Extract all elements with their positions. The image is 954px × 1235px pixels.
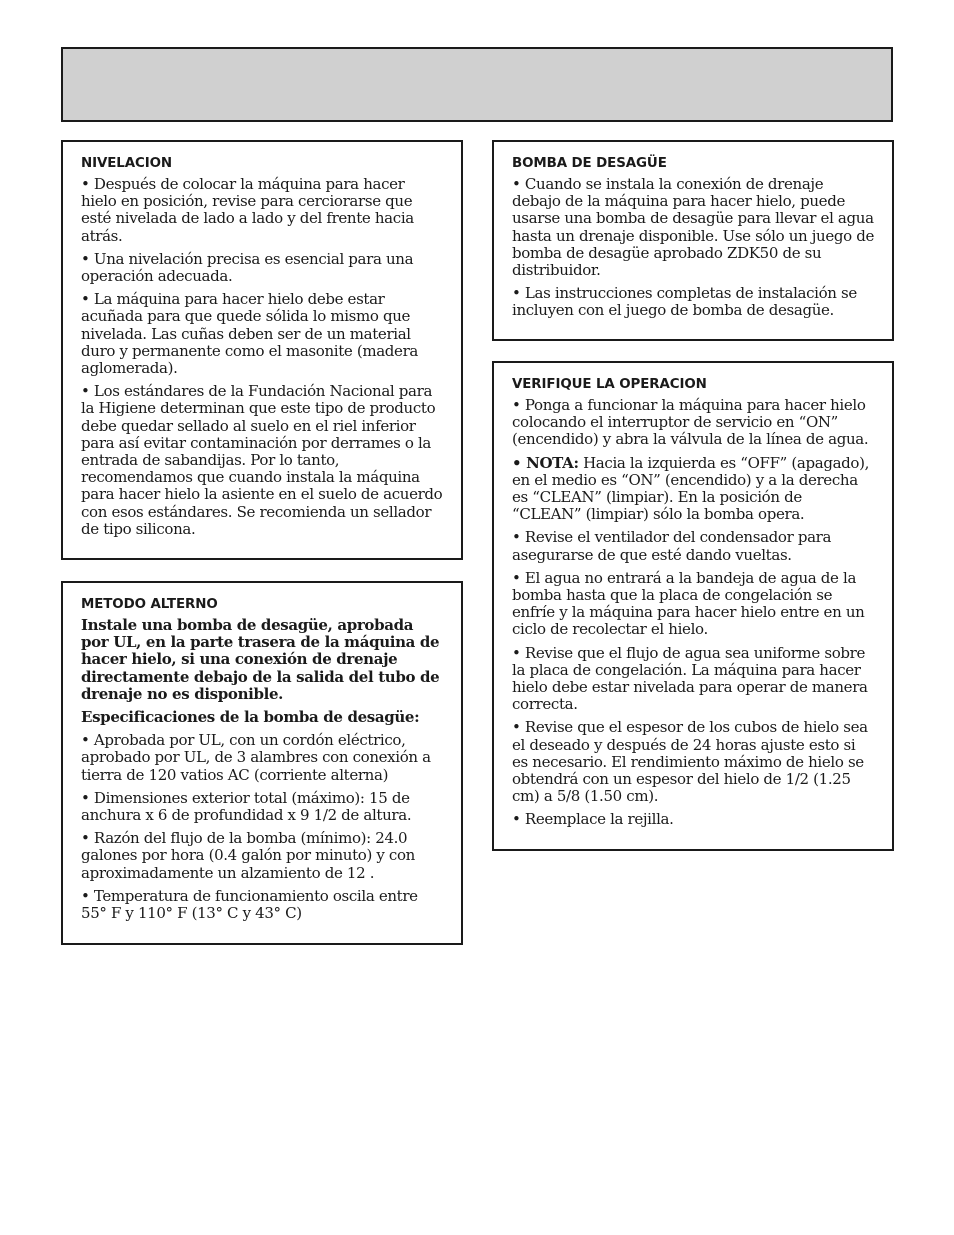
spec-heading: Especificaciones de la bomba de desagüe: <box>81 708 420 727</box>
list-item: • Después de colocar la máquina para hacer hielo en posición, revise para cerciorarse que esté nivelada de lado a lado y del frente hacia atrás. <box>81 175 414 245</box>
list-item: • Dimensiones exterior total (máximo): 15 de anchura x 6 de profundidad x 9 1/2 de altura. <box>81 788 412 825</box>
list-item: • Una nivelación precisa es esencial para una operación adecuada. <box>81 249 414 286</box>
list-item: • Temperatura de funcionamiento oscila entre 55° F y 110° F (13° C y 43° C) <box>81 886 418 923</box>
list-item: • Reemplace la rejilla. <box>512 810 674 829</box>
list-item: • Aprobada por UL, con un cordón eléctrico, aprobado por UL, de 3 alambres con conexión a tierra de 120 vatios AC (corriente alterna) <box>81 731 431 784</box>
list-item: • Ponga a funcionar la máquina para hacer hielo colocando el interruptor de servicio en “ON” (encendido) y abra la válvula de la línea de agua. <box>512 396 869 449</box>
bomba-title: BOMBA DE DESAGÜE <box>512 156 667 171</box>
list-item-nota <box>512 455 875 524</box>
metodo-intro: Instale una bomba de desagüe, aprobada por UL, en la parte trasera de la máquina de hacer hielo, si una conexión de drenaje directamente debajo de la salida del tubo de drenaje no es disponible. <box>81 616 440 703</box>
verifique-operacion-section <box>492 361 894 851</box>
list-item: • La máquina para hacer hielo debe estar acuñada para que quede sólida lo mismo que nivelada. Las cuñas deben ser de un material duro y permanente como el masonite (madera aglomerada). <box>81 290 418 378</box>
bomba-desague-section <box>492 140 894 341</box>
verifique-title: VERIFIQUE LA OPERACION <box>512 377 707 392</box>
list-item: • Revise el ventilador del condensador para asegurarse de que esté dando vueltas. <box>512 528 832 564</box>
metodo-alterno-section <box>61 581 463 945</box>
metodo-title: METODO ALTERNO <box>81 597 218 612</box>
list-item: • Revise que el espesor de los cubos de hielo sea el deseado y después de 24 horas ajuste esto si es necesario. El rendimiento máximo de hielo se obtendrá con un espesor del hielo de 1/2 (1.25 cm) a 5/8 (1.50 cm). <box>512 718 868 806</box>
header-banner <box>61 47 893 122</box>
list-item: • El agua no entrará a la bandeja de agua de la bomba hasta que la placa de congelación se enfríe y la máquina para hacer hielo entre en un ciclo de recolectar el hielo. <box>512 568 865 639</box>
nota-label: • NOTA: <box>512 453 579 472</box>
list-item: • Revise que el flujo de agua sea uniforme sobre la placa de congelación. La máquina para hacer hielo debe estar nivelada para operar de manera correcta. <box>512 643 868 714</box>
list-item: • Las instrucciones completas de instalación se incluyen con el juego de bomba de desagüe. <box>512 284 857 320</box>
list-item: • Los estándares de la Fundación Nacional para la Higiene determinan que este tipo de producto debe quedar sellado al suelo en el riel inferior para así evitar contaminación por derrames o la entrada de sabandijas. Por lo tanto, recomendamos que cuando instala la máquina para hacer hielo la asiente en el suelo de acuerdo con esos estándares. Se recomienda un sellador de tipo silicona. <box>81 382 443 538</box>
list-item: • Razón del flujo de la bomba (mínimo): 24.0 galones por hora (0.4 galón por minuto) y con aproximadamente un alzamiento de 12 . <box>81 829 415 882</box>
nivelacion-title: NIVELACION <box>81 156 172 171</box>
list-item: • Cuando se instala la conexión de drenaje debajo de la máquina para hacer hielo, puede usarse una bomba de desagüe para llevar el agua hasta un drenaje disponible. Use sólo un juego de bomba de desagüe aprobado ZDK50 de su distribuidor. <box>512 175 874 280</box>
nota-text: Hacia la izquierda es “OFF” (apagado), en el medio es “ON” (encendido) y a la derecha es “CLEAN” (limpiar). En la posición de “CLEAN” (limpiar) sólo la bomba opera. <box>512 453 870 524</box>
nivelacion-section <box>61 140 463 560</box>
